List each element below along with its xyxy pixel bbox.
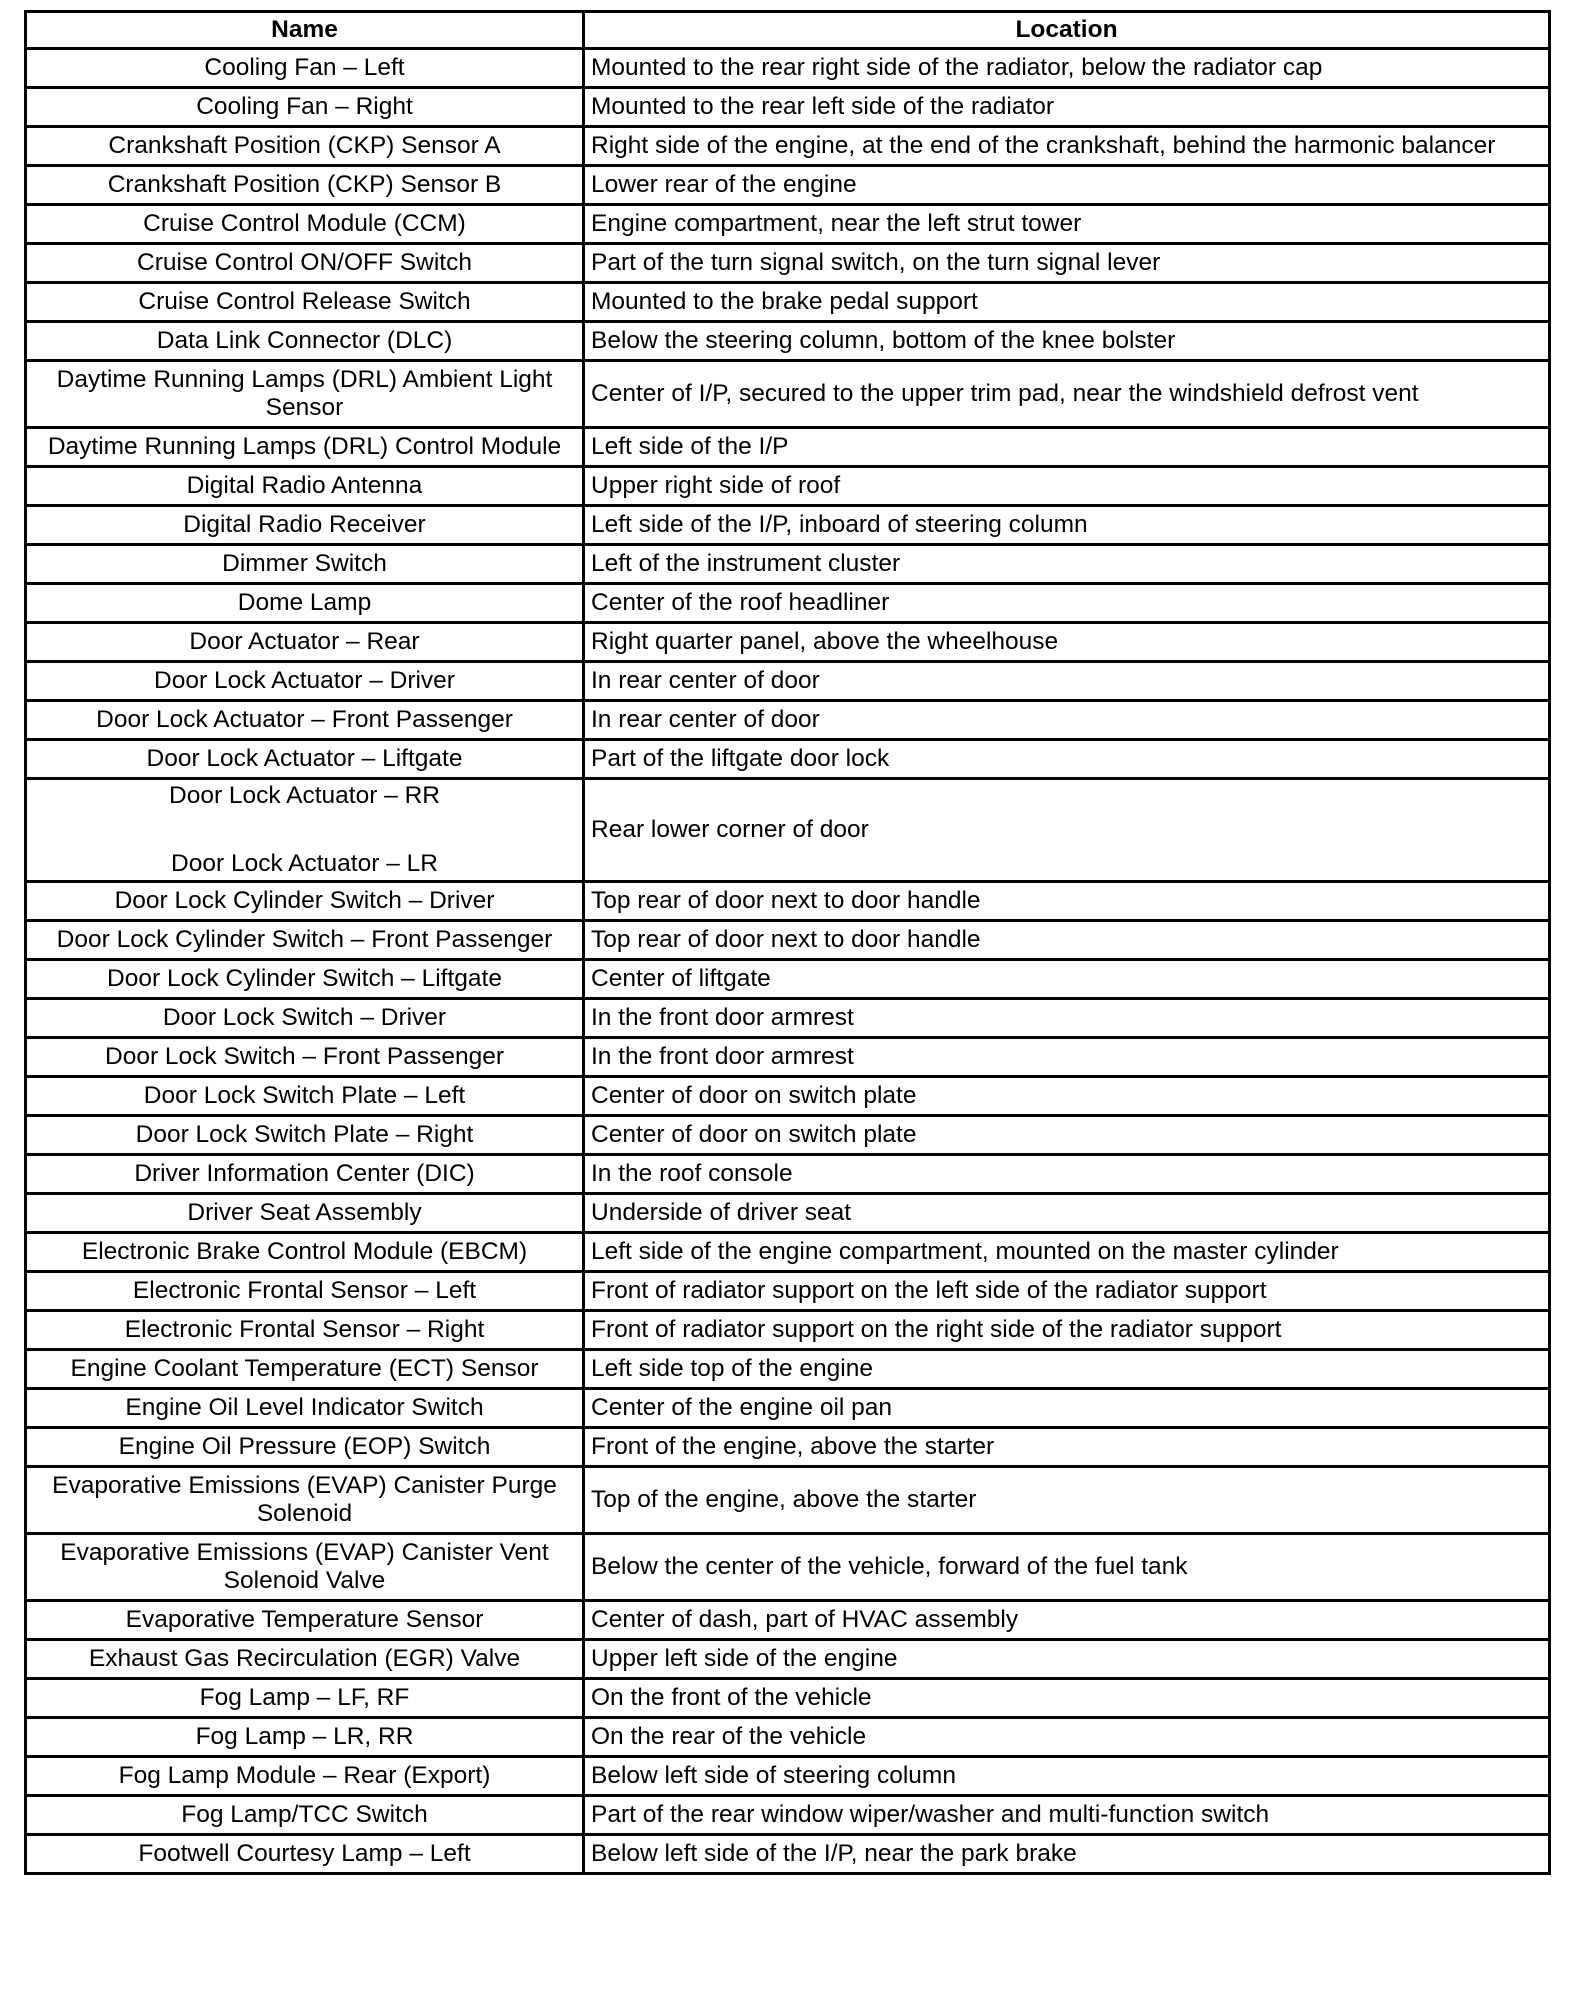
table-row (26, 322, 1550, 361)
component-location: In rear center of door (584, 701, 1550, 740)
component-name: Door Lock Switch Plate – Right (135, 1121, 474, 1148)
table-row (26, 1640, 1550, 1679)
component-name: Data Link Connector (DLC) (156, 327, 453, 354)
table-row (26, 1350, 1550, 1389)
table-row (26, 205, 1550, 244)
component-name-cell (26, 1835, 584, 1874)
component-location: Part of the rear window wiper/washer and multi-function switch (584, 1796, 1550, 1835)
table-row (26, 1835, 1550, 1874)
component-name-cell (26, 1679, 584, 1718)
component-location: Engine compartment, near the left strut tower (584, 205, 1550, 244)
component-name-cell (26, 506, 584, 545)
component-name: Evaporative Emissions (EVAP) Canister Vent Solenoid Valve (60, 1539, 549, 1594)
component-name: Cruise Control Module (CCM) (143, 210, 466, 237)
component-name-cell (26, 428, 584, 467)
component-location: Rear lower corner of door (584, 779, 1550, 882)
table-row (26, 1038, 1550, 1077)
table-row (26, 1718, 1550, 1757)
component-location: Left of the instrument cluster (584, 545, 1550, 584)
component-name: Daytime Running Lamps (DRL) Ambient Light Sensor (56, 366, 553, 421)
component-name: Engine Oil Pressure (EOP) Switch (118, 1433, 491, 1460)
component-name: Cruise Control Release Switch (138, 288, 471, 315)
table-row (26, 428, 1550, 467)
component-location: Top rear of door next to door handle (584, 921, 1550, 960)
component-location-table (24, 10, 1551, 1875)
component-name: Fog Lamp – LR, RR (195, 1723, 414, 1750)
component-name: Engine Coolant Temperature (ECT) Sensor (70, 1355, 539, 1382)
component-name-cell (26, 584, 584, 623)
component-name-cell (26, 740, 584, 779)
table-row (26, 1389, 1550, 1428)
component-location: Center of the roof headliner (584, 584, 1550, 623)
component-location: Top of the engine, above the starter (584, 1467, 1550, 1534)
component-name: Dome Lamp (237, 589, 372, 616)
component-location: Below left side of steering column (584, 1757, 1550, 1796)
table-row (26, 506, 1550, 545)
component-name: Door Actuator – Rear (189, 628, 420, 655)
component-name: Crankshaft Position (CKP) Sensor B (107, 171, 502, 198)
component-name-cell (26, 623, 584, 662)
table-row (26, 999, 1550, 1038)
component-name: Door Lock Cylinder Switch – Driver (114, 887, 495, 914)
component-name: Fog Lamp – LF, RF (199, 1684, 410, 1711)
table-row (26, 1155, 1550, 1194)
component-location: Mounted to the rear left side of the radiator (584, 88, 1550, 127)
component-name: Door Lock Switch Plate – Left (143, 1082, 466, 1109)
component-location: Center of door on switch plate (584, 1077, 1550, 1116)
component-location: Left side top of the engine (584, 1350, 1550, 1389)
table-row (26, 882, 1550, 921)
table-row (26, 1796, 1550, 1835)
table-row (26, 127, 1550, 166)
component-location: On the front of the vehicle (584, 1679, 1550, 1718)
table-row (26, 623, 1550, 662)
component-location: Center of the engine oil pan (584, 1389, 1550, 1428)
component-name-cell (26, 361, 584, 428)
component-name-cell (26, 1116, 584, 1155)
component-name-cell (26, 1796, 584, 1835)
table-row (26, 1534, 1550, 1601)
component-name: Daytime Running Lamps (DRL) Control Module (47, 433, 562, 460)
table-row (26, 88, 1550, 127)
component-name-cell (26, 1389, 584, 1428)
table-row (26, 283, 1550, 322)
component-name-cell (26, 960, 584, 999)
component-location: On the rear of the vehicle (584, 1718, 1550, 1757)
component-location: Part of the liftgate door lock (584, 740, 1550, 779)
component-name: Footwell Courtesy Lamp – Left (138, 1840, 471, 1867)
table-row (26, 740, 1550, 779)
component-name-cell (26, 1718, 584, 1757)
component-location: In the front door armrest (584, 999, 1550, 1038)
component-name: Digital Radio Antenna (186, 472, 423, 499)
table-row (26, 49, 1550, 88)
component-name-cell (26, 1038, 584, 1077)
table-row (26, 1679, 1550, 1718)
component-name: Driver Seat Assembly (187, 1199, 422, 1226)
component-location: Left side of the I/P (584, 428, 1550, 467)
component-name: Cooling Fan – Right (196, 93, 413, 120)
component-name-cell (26, 1467, 584, 1534)
table-row (26, 545, 1550, 584)
component-name: Engine Oil Level Indicator Switch (125, 1394, 484, 1421)
table-row (26, 1428, 1550, 1467)
component-name: Evaporative Emissions (EVAP) Canister Purge Solenoid (52, 1472, 557, 1527)
table-row (26, 244, 1550, 283)
table-row (26, 1077, 1550, 1116)
table-row (26, 361, 1550, 428)
component-name-cell (26, 1350, 584, 1389)
component-name-cell (26, 49, 584, 88)
component-location: Lower rear of the engine (584, 166, 1550, 205)
component-name: Door Lock Switch – Front Passenger (105, 1043, 504, 1070)
table-row (26, 701, 1550, 740)
component-name: Evaporative Temperature Sensor (125, 1606, 484, 1633)
component-name-cell (26, 127, 584, 166)
component-name: Door Lock Actuator – LR (171, 850, 438, 877)
component-location: Upper right side of roof (584, 467, 1550, 506)
component-location: In the roof console (584, 1155, 1550, 1194)
component-location: Center of liftgate (584, 960, 1550, 999)
component-location: Center of door on switch plate (584, 1116, 1550, 1155)
table-row (26, 779, 1550, 882)
component-location: Center of I/P, secured to the upper trim pad, near the windshield defrost vent (584, 361, 1550, 428)
component-location: In rear center of door (584, 662, 1550, 701)
component-location: Below left side of the I/P, near the park brake (584, 1835, 1550, 1874)
component-location: Part of the turn signal switch, on the turn signal lever (584, 244, 1550, 283)
component-name: Electronic Brake Control Module (EBCM) (81, 1238, 528, 1265)
component-name-cell (26, 545, 584, 584)
component-name: Crankshaft Position (CKP) Sensor A (108, 132, 501, 159)
component-name-cell (26, 1601, 584, 1640)
component-name-cell (26, 662, 584, 701)
component-name: Door Lock Actuator – Front Passenger (96, 706, 513, 733)
component-name: Driver Information Center (DIC) (134, 1160, 475, 1187)
component-location: Front of radiator support on the right side of the radiator support (584, 1311, 1550, 1350)
table-row (26, 584, 1550, 623)
component-name: Exhaust Gas Recirculation (EGR) Valve (88, 1645, 521, 1672)
component-location: Front of the engine, above the starter (584, 1428, 1550, 1467)
component-name: Door Lock Switch – Driver (162, 1004, 447, 1031)
component-name: Cooling Fan – Left (204, 54, 405, 81)
table-row (26, 467, 1550, 506)
component-location: Right side of the engine, at the end of the crankshaft, behind the harmonic balancer (584, 127, 1550, 166)
component-location: Below the center of the vehicle, forward of the fuel tank (584, 1534, 1550, 1601)
component-name: Door Lock Actuator – RR (169, 782, 440, 809)
component-name-cell (26, 166, 584, 205)
component-name-cell (26, 701, 584, 740)
component-name-cell (26, 1155, 584, 1194)
table-row (26, 1757, 1550, 1796)
component-location: Right quarter panel, above the wheelhouse (584, 623, 1550, 662)
component-name-cell (26, 205, 584, 244)
component-location: Center of dash, part of HVAC assembly (584, 1601, 1550, 1640)
header-name: Name (26, 12, 584, 49)
component-name: Door Lock Cylinder Switch – Front Passenger (56, 926, 553, 953)
header-location: Location (584, 12, 1550, 49)
component-name: Electronic Frontal Sensor – Right (124, 1316, 485, 1343)
component-name: Door Lock Cylinder Switch – Liftgate (107, 965, 502, 992)
component-location: Mounted to the brake pedal support (584, 283, 1550, 322)
component-name-cell (26, 999, 584, 1038)
component-name-cell (26, 244, 584, 283)
table-row (26, 1233, 1550, 1272)
table-row (26, 1311, 1550, 1350)
component-name-cell (26, 1077, 584, 1116)
component-name: Dimmer Switch (222, 550, 387, 577)
component-location: Left side of the I/P, inboard of steering column (584, 506, 1550, 545)
component-name: Digital Radio Receiver (183, 511, 426, 538)
component-name-cell (26, 1311, 584, 1350)
component-name: Fog Lamp Module – Rear (Export) (118, 1762, 491, 1789)
table-row (26, 960, 1550, 999)
component-name-cell (26, 1640, 584, 1679)
component-name-cell (26, 779, 584, 882)
header-row (26, 12, 1550, 49)
component-name: Cruise Control ON/OFF Switch (137, 249, 472, 276)
table-row (26, 662, 1550, 701)
component-name-cell (26, 1757, 584, 1796)
component-location: Mounted to the rear right side of the radiator, below the radiator cap (584, 49, 1550, 88)
component-name-cell (26, 882, 584, 921)
component-name-cell (26, 88, 584, 127)
component-location: Below the steering column, bottom of the knee bolster (584, 322, 1550, 361)
table-row (26, 1116, 1550, 1155)
table-row (26, 1467, 1550, 1534)
component-location: In the front door armrest (584, 1038, 1550, 1077)
component-location: Underside of driver seat (584, 1194, 1550, 1233)
component-name-cell (26, 1194, 584, 1233)
component-name-cell (26, 322, 584, 361)
table-row (26, 921, 1550, 960)
table-row (26, 166, 1550, 205)
component-name: Electronic Frontal Sensor – Left (132, 1277, 477, 1304)
component-location: Upper left side of the engine (584, 1640, 1550, 1679)
component-name-cell (26, 921, 584, 960)
table-body (26, 49, 1550, 1874)
component-name: Fog Lamp/TCC Switch (181, 1801, 428, 1828)
table-row (26, 1272, 1550, 1311)
component-name-cell (26, 283, 584, 322)
table-row (26, 1601, 1550, 1640)
component-name-cell (26, 1272, 584, 1311)
component-name: Door Lock Actuator – Liftgate (146, 745, 463, 772)
component-location: Left side of the engine compartment, mounted on the master cylinder (584, 1233, 1550, 1272)
component-location: Front of radiator support on the left side of the radiator support (584, 1272, 1550, 1311)
component-name: Door Lock Actuator – Driver (154, 667, 455, 694)
component-location: Top rear of door next to door handle (584, 882, 1550, 921)
component-name-cell (26, 1428, 584, 1467)
component-name-cell (26, 1233, 584, 1272)
component-name-cell (26, 467, 584, 506)
component-name-cell (26, 1534, 584, 1601)
table-row (26, 1194, 1550, 1233)
